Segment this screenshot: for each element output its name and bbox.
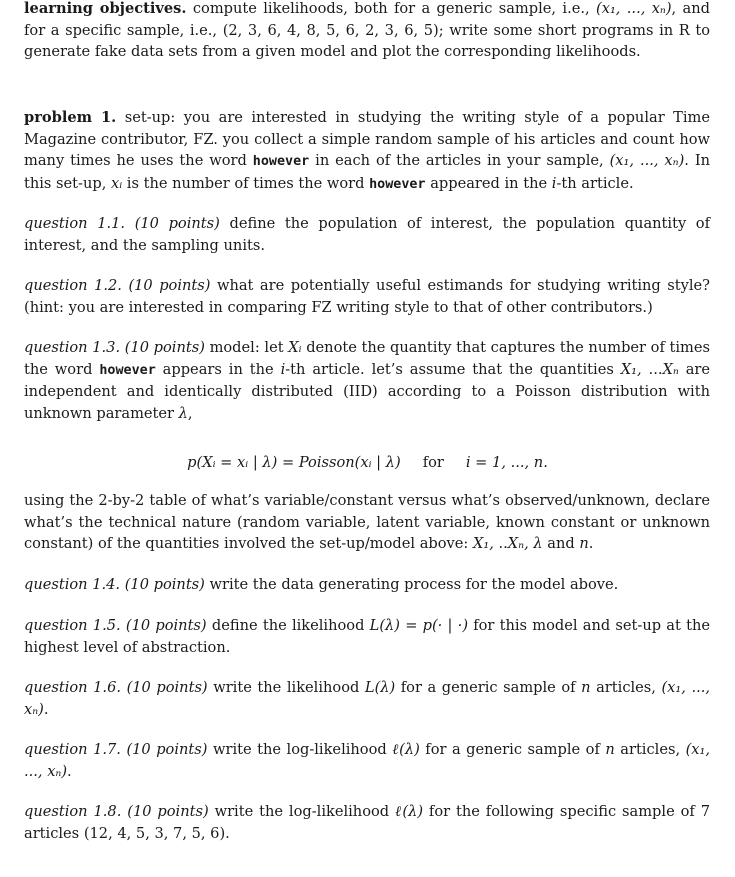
question-points: (10 points): [126, 741, 208, 758]
question-text: write the data generating process for the model above.: [209, 576, 619, 593]
question-label: question 1.5.: [24, 617, 121, 634]
code-word-however: however: [252, 154, 310, 170]
code-word-however: however: [99, 362, 156, 378]
question-text: for a generic sample of: [395, 679, 582, 696]
question-text: using the 2-by-2 table of what’s variable/constant versus what’s observed/unknown, declare what’s the technical nature (random variable, latent variable, known constant or unknown constant) of the quantities involved the set-up/model above:: [24, 492, 710, 553]
question-text: .: [67, 762, 72, 780]
question-text: .: [225, 824, 230, 842]
equation-right: i = 1, ..., n.: [465, 454, 548, 471]
n-math: n: [579, 535, 589, 553]
n-math: n: [605, 741, 615, 758]
poisson-equation: [0, 452, 735, 474]
question-label: question 1.3.: [24, 339, 121, 356]
question-text: are independent and identically distributed (IID) according to a Poisson distribution with unknown parameter: [24, 360, 711, 422]
question-1-2: [24, 275, 710, 318]
problem-text: . In this set-up,: [24, 152, 711, 192]
question-1-6: [24, 677, 710, 720]
question-text: .: [588, 535, 594, 553]
question-text: .: [43, 700, 49, 718]
question-label: question 1.1.: [24, 215, 126, 232]
question-text: articles,: [614, 741, 686, 758]
question-text: define the population of interest, the population quantity of interest, and the sampling units.: [24, 215, 710, 254]
objectives-heading: learning objectives.: [24, 0, 187, 17]
lambda-math: λ: [178, 404, 188, 422]
question-text: denote the quantity that captures the number of times the word: [24, 339, 711, 378]
Xi-math: Xᵢ: [288, 339, 302, 356]
problem-text: is the number of times the word: [122, 174, 370, 192]
question-text: appears in the: [155, 360, 281, 378]
sample-math: (x₁, ..., xₙ): [24, 741, 711, 780]
i-math: i: [280, 360, 286, 378]
learning-objectives-paragraph: [24, 0, 710, 63]
likelihood-expr: L(λ): [364, 679, 396, 696]
problem-setup-paragraph: [24, 107, 710, 195]
objectives-text: ; write some short programs in R to generate fake data sets from a given model and plot the corresponding likelihoods.: [24, 21, 710, 61]
generic-sample-math: (x₁, ..., xₙ): [596, 0, 672, 17]
log-likelihood-expr: ℓ(λ): [392, 741, 420, 758]
question-text: -th article. let’s assume that the quantities: [285, 360, 621, 378]
question-points: (10 points): [124, 576, 205, 593]
question-1-8: [24, 801, 710, 844]
question-text: for this model and set-up at the highest level of abstraction.: [24, 617, 710, 656]
question-text: define the likelihood: [211, 617, 370, 634]
question-points: (10 points): [128, 277, 211, 294]
objectives-text: compute likelihoods, both for a generic sample, i.e.,: [192, 0, 597, 17]
sample-math: (x₁, ..., xₙ): [24, 679, 711, 718]
problem-text: set-up: you are interested in studying the writing style of a popular Time Magazine contributor, FZ. you collect a simple random sample of his articles and count how many times he uses the word: [24, 109, 710, 170]
specific-sample-math: (2, 3, 6, 4, 8, 5, 6, 2, 3, 6, 5): [222, 21, 439, 39]
question-points: (10 points): [134, 215, 220, 232]
question-label: question 1.4.: [24, 576, 121, 593]
question-1-1: [24, 213, 710, 256]
question-text: for the following specific sample of 7 articles: [24, 803, 710, 842]
problem-text: appeared in the: [425, 174, 552, 192]
X1-Xn-math: X₁, ...Xₙ: [620, 360, 679, 378]
question-1-5: [24, 615, 710, 658]
question-points: (10 points): [124, 339, 205, 356]
equation-for: for: [422, 454, 444, 471]
question-points: (10 points): [126, 679, 208, 696]
question-label: question 1.2.: [24, 277, 122, 294]
code-word-however: however: [369, 176, 426, 192]
question-label: question 1.7.: [24, 741, 121, 758]
question-points: (10 points): [127, 803, 209, 820]
quantities-math: X₁, ..Xₙ, λ: [472, 535, 543, 553]
problem-text: -th article.: [556, 174, 634, 192]
question-text: write the log-likelihood: [212, 741, 393, 758]
question-text: ,: [187, 404, 193, 422]
question-1-3-continued: [24, 490, 710, 555]
question-text: articles,: [590, 679, 662, 696]
problem-text: in each of the articles in your sample,: [309, 152, 610, 170]
question-1-7: [24, 739, 710, 782]
n-math: n: [581, 679, 591, 696]
xi-math: xᵢ: [111, 174, 123, 192]
question-text: model: let: [209, 339, 289, 356]
objectives-text: , and for a specific sample, i.e.,: [24, 0, 710, 39]
problem-heading: problem 1.: [24, 109, 117, 126]
specific-sample-math: (12, 4, 5, 3, 7, 5, 6): [83, 824, 226, 842]
question-text: write the likelihood: [213, 679, 365, 696]
likelihood-expr: L(λ) = p(· | ·): [369, 617, 469, 634]
question-label: question 1.6.: [24, 679, 121, 696]
question-text: write the log-likelihood: [214, 803, 396, 820]
question-1-3: [24, 337, 710, 424]
log-likelihood-expr: ℓ(λ): [395, 803, 424, 820]
question-text: for a generic sample of: [419, 741, 606, 758]
i-math: i: [551, 174, 557, 192]
sample-math: (x₁, ..., xₙ): [609, 152, 685, 170]
question-points: (10 points): [125, 617, 207, 634]
question-text: what are potentially useful estimands for studying writing style? (hint: you are interested in comparing FZ writing style to that of other contributors.): [24, 277, 710, 316]
equation-left: p(Xᵢ = xᵢ | λ) = Poisson(xᵢ | λ): [187, 454, 401, 471]
question-text: and: [542, 535, 580, 553]
question-label: question 1.8.: [24, 803, 122, 820]
question-1-4: [24, 574, 710, 596]
